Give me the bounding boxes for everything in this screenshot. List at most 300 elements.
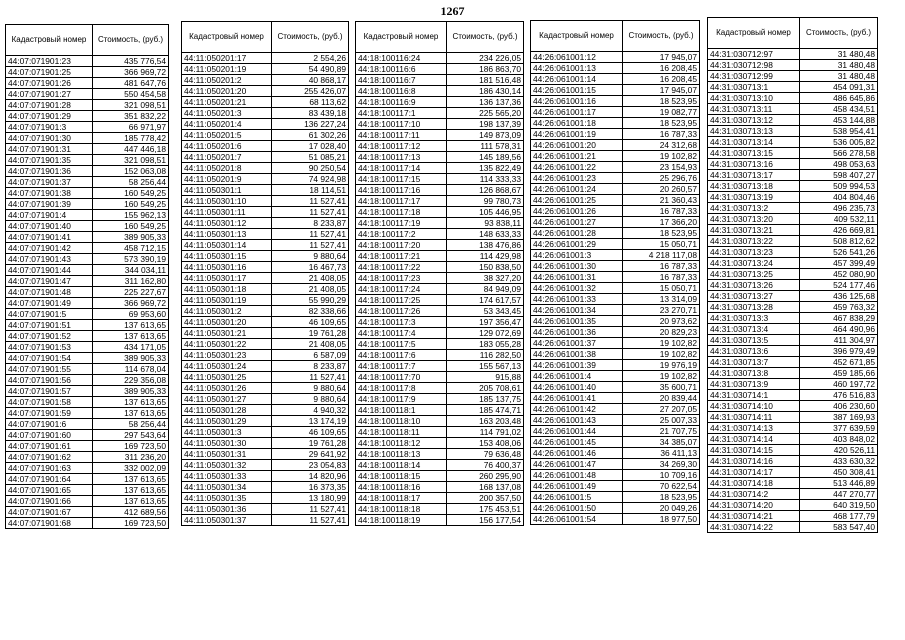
cadastral-number: 44:26:061001:38 bbox=[531, 349, 623, 360]
table-row bbox=[708, 500, 878, 511]
cadastral-number: 44:31:030714:15 bbox=[708, 445, 800, 456]
cadastral-number: 44:18:100117:70 bbox=[356, 372, 447, 383]
cadastral-number: 44:11:050301:21 bbox=[182, 328, 272, 339]
cadastral-number: 44:11:050301:19 bbox=[182, 295, 272, 306]
cost-value: 31 480,48 bbox=[800, 71, 878, 82]
table-continuation-cell bbox=[800, 533, 878, 538]
table-row bbox=[531, 74, 700, 85]
cadastral-number: 44:07:071901:62 bbox=[6, 452, 93, 463]
cost-value: 148 633,33 bbox=[447, 229, 524, 240]
cadastral-number: 44:26:061001:36 bbox=[531, 327, 623, 338]
cadastral-number: 44:07:071901:29 bbox=[6, 111, 93, 122]
cost-value: 46 109,65 bbox=[272, 427, 349, 438]
cadastral-number: 44:26:061001:25 bbox=[531, 195, 623, 206]
cadastral-number: 44:07:071901:36 bbox=[6, 166, 93, 177]
cost-value: 234 226,05 bbox=[447, 53, 524, 64]
cadastral-number: 44:07:071901:52 bbox=[6, 331, 93, 342]
table-row bbox=[356, 130, 524, 141]
cadastral-number: 44:18:100118:15 bbox=[356, 471, 447, 482]
cadastral-number: 44:26:061001:50 bbox=[531, 503, 623, 514]
cost-value: 25 007,33 bbox=[623, 415, 700, 426]
table-row bbox=[182, 361, 349, 372]
cost-value: 114 678,04 bbox=[93, 364, 169, 375]
header-cadastral-number: Кадастровый номер bbox=[182, 22, 272, 53]
table-row bbox=[708, 269, 878, 280]
table-row bbox=[708, 170, 878, 181]
table-row bbox=[356, 141, 524, 152]
table-row bbox=[356, 416, 524, 427]
cost-value: 137 613,65 bbox=[93, 474, 169, 485]
cost-value: 403 848,02 bbox=[800, 434, 878, 445]
cadastral-number: 44:07:071901:68 bbox=[6, 518, 93, 529]
table-row bbox=[6, 144, 169, 155]
table-row bbox=[6, 309, 169, 320]
cadastral-number: 44:31:030714:13 bbox=[708, 423, 800, 434]
cost-value: 185 474,71 bbox=[447, 405, 524, 416]
cost-value: 114 333,33 bbox=[447, 174, 524, 185]
table-row bbox=[6, 133, 169, 144]
table-row bbox=[6, 518, 169, 529]
table-row bbox=[182, 229, 349, 240]
table-continuation bbox=[708, 533, 878, 538]
cadastral-number: 44:26:061001:34 bbox=[531, 305, 623, 316]
table-row bbox=[182, 339, 349, 350]
table-row bbox=[531, 52, 700, 63]
cadastre-table-4 bbox=[530, 20, 700, 529]
cost-value: 160 549,25 bbox=[93, 221, 169, 232]
cadastral-number: 44:26:061001:32 bbox=[531, 283, 623, 294]
cadastral-number: 44:26:061001:46 bbox=[531, 448, 623, 459]
cadastral-number: 44:31:030713:18 bbox=[708, 181, 800, 192]
cadastral-number: 44:11:050301:10 bbox=[182, 196, 272, 207]
cost-value: 447 446,18 bbox=[93, 144, 169, 155]
cadastral-number: 44:31:030713:20 bbox=[708, 214, 800, 225]
table-row bbox=[708, 423, 878, 434]
cost-value: 11 527,41 bbox=[272, 515, 349, 526]
cost-value: 137 613,65 bbox=[93, 397, 169, 408]
cost-value: 160 549,25 bbox=[93, 199, 169, 210]
table-row bbox=[6, 210, 169, 221]
table-row bbox=[356, 339, 524, 350]
table-header-row bbox=[182, 22, 349, 53]
cadastral-number: 44:31:030714:21 bbox=[708, 511, 800, 522]
cost-value: 58 256,44 bbox=[93, 419, 169, 430]
cadastral-number: 44:11:050301:11 bbox=[182, 207, 272, 218]
cost-value: 19 102,82 bbox=[623, 371, 700, 382]
table-row bbox=[6, 56, 169, 67]
table-row bbox=[708, 467, 878, 478]
table-row bbox=[531, 470, 700, 481]
cadastral-number: 44:11:050201:19 bbox=[182, 64, 272, 75]
cadastral-number: 44:11:050301:17 bbox=[182, 273, 272, 284]
cost-value: 25 296,76 bbox=[623, 173, 700, 184]
table-row bbox=[182, 427, 349, 438]
cost-value: 229 356,08 bbox=[93, 375, 169, 386]
cost-value: 509 994,53 bbox=[800, 181, 878, 192]
table-row bbox=[531, 294, 700, 305]
table-row bbox=[708, 302, 878, 313]
cadastral-number: 44:31:030713:9 bbox=[708, 379, 800, 390]
header-cost: Стоимость, (руб.) bbox=[272, 22, 349, 53]
cost-value: 183 055,28 bbox=[447, 339, 524, 350]
cadastral-number: 44:18:100117:16 bbox=[356, 185, 447, 196]
cadastral-number: 44:26:061001:27 bbox=[531, 217, 623, 228]
cost-value: 137 613,65 bbox=[93, 320, 169, 331]
table-row bbox=[6, 100, 169, 111]
table-row bbox=[182, 108, 349, 119]
table-row bbox=[182, 504, 349, 515]
cadastral-number: 44:11:050301:15 bbox=[182, 251, 272, 262]
cadastre-table-2 bbox=[181, 21, 349, 530]
table-row bbox=[6, 243, 169, 254]
cadastral-number: 44:11:050301:14 bbox=[182, 240, 272, 251]
table-row bbox=[182, 207, 349, 218]
table-row bbox=[182, 317, 349, 328]
table-row bbox=[356, 449, 524, 460]
cost-value: 15 050,71 bbox=[623, 239, 700, 250]
cost-value: 68 113,62 bbox=[272, 97, 349, 108]
table-header-row bbox=[6, 25, 169, 56]
table-row bbox=[182, 130, 349, 141]
header-cadastral-number: Кадастровый номер bbox=[531, 21, 623, 52]
table-row bbox=[182, 262, 349, 273]
cost-value: 153 408,06 bbox=[447, 438, 524, 449]
table-row bbox=[182, 218, 349, 229]
table-row bbox=[356, 97, 524, 108]
table-row bbox=[708, 115, 878, 126]
cadastral-number: 44:07:071901:58 bbox=[6, 397, 93, 408]
cadastral-number: 44:31:030713:24 bbox=[708, 258, 800, 269]
cost-value: 458 712,15 bbox=[93, 243, 169, 254]
cadastral-number: 44:26:061001:14 bbox=[531, 74, 623, 85]
table-row bbox=[356, 152, 524, 163]
cost-value: 11 527,41 bbox=[272, 196, 349, 207]
table-row bbox=[531, 118, 700, 129]
table-row bbox=[531, 173, 700, 184]
cadastral-number: 44:07:071901:30 bbox=[6, 133, 93, 144]
table-row bbox=[182, 273, 349, 284]
cadastre-table-3 bbox=[355, 21, 524, 530]
cadastral-number: 44:07:071901:56 bbox=[6, 375, 93, 386]
cost-value: 426 669,81 bbox=[800, 225, 878, 236]
table-row bbox=[531, 327, 700, 338]
table-row bbox=[531, 426, 700, 437]
cadastral-number: 44:11:050201:8 bbox=[182, 163, 272, 174]
table-row bbox=[708, 181, 878, 192]
cost-value: 169 723,50 bbox=[93, 441, 169, 452]
cadastral-number: 44:11:050201:21 bbox=[182, 97, 272, 108]
table-row bbox=[708, 456, 878, 467]
table-row bbox=[531, 415, 700, 426]
cost-value: 53 343,45 bbox=[447, 306, 524, 317]
cost-value: 8 233,87 bbox=[272, 361, 349, 372]
cost-value: 82 338,66 bbox=[272, 306, 349, 317]
table-row bbox=[6, 177, 169, 188]
cost-value: 225 565,20 bbox=[447, 108, 524, 119]
cadastral-number: 44:11:050201:6 bbox=[182, 141, 272, 152]
table-row bbox=[6, 221, 169, 232]
cadastral-number: 44:31:030713:7 bbox=[708, 357, 800, 368]
table-row bbox=[531, 283, 700, 294]
cost-value: 137 613,65 bbox=[93, 496, 169, 507]
table-row bbox=[6, 331, 169, 342]
cost-value: 17 366,20 bbox=[623, 217, 700, 228]
table-row bbox=[708, 137, 878, 148]
cost-value: 476 516,83 bbox=[800, 390, 878, 401]
cadastral-number: 44:11:050201:7 bbox=[182, 152, 272, 163]
cost-value: 11 527,41 bbox=[272, 240, 349, 251]
cadastral-number: 44:18:100117:8 bbox=[356, 383, 447, 394]
cadastral-number: 44:26:061001:33 bbox=[531, 294, 623, 305]
table-row bbox=[6, 397, 169, 408]
cost-value: 20 829,23 bbox=[623, 327, 700, 338]
cadastral-number: 44:31:030714:18 bbox=[708, 478, 800, 489]
table-row bbox=[6, 232, 169, 243]
cadastral-number: 44:18:100117:4 bbox=[356, 328, 447, 339]
cost-value: 83 439,18 bbox=[272, 108, 349, 119]
cost-value: 70 622,54 bbox=[623, 481, 700, 492]
cadastral-number: 44:18:100118:11 bbox=[356, 427, 447, 438]
cost-value: 51 085,21 bbox=[272, 152, 349, 163]
table-row bbox=[708, 159, 878, 170]
cost-value: 481 647,76 bbox=[93, 78, 169, 89]
table-row bbox=[356, 229, 524, 240]
table-row bbox=[356, 240, 524, 251]
cadastral-number: 44:31:030714:22 bbox=[708, 522, 800, 533]
cost-value: 11 527,41 bbox=[272, 207, 349, 218]
table-row bbox=[708, 511, 878, 522]
table-row bbox=[708, 412, 878, 423]
cadastral-number: 44:31:030713:3 bbox=[708, 313, 800, 324]
table-row bbox=[6, 364, 169, 375]
table-row bbox=[708, 126, 878, 137]
cost-value: 185 137,75 bbox=[447, 394, 524, 405]
cadastral-number: 44:07:071901:49 bbox=[6, 298, 93, 309]
header-cadastral-number: Кадастровый номер bbox=[356, 22, 447, 53]
cadastral-number: 44:07:071901:60 bbox=[6, 430, 93, 441]
table-row bbox=[182, 185, 349, 196]
cadastral-number: 44:26:061001:12 bbox=[531, 52, 623, 63]
cadastral-number: 44:11:050301:2 bbox=[182, 306, 272, 317]
table-row bbox=[708, 434, 878, 445]
cost-value: 23 154,93 bbox=[623, 162, 700, 173]
table-row bbox=[6, 375, 169, 386]
table-continuation bbox=[182, 526, 349, 531]
cost-value: 450 308,41 bbox=[800, 467, 878, 478]
cadastral-number: 44:18:100116:7 bbox=[356, 75, 447, 86]
table-row bbox=[6, 276, 169, 287]
cadastral-number: 44:11:050301:29 bbox=[182, 416, 272, 427]
table-row bbox=[356, 471, 524, 482]
cost-value: 34 269,30 bbox=[623, 459, 700, 470]
cadastral-number: 44:26:061001:16 bbox=[531, 96, 623, 107]
cadastral-number: 44:18:100117:2 bbox=[356, 229, 447, 240]
cost-value: 225 227,67 bbox=[93, 287, 169, 298]
cost-value: 255 426,07 bbox=[272, 86, 349, 97]
table-row bbox=[6, 419, 169, 430]
table-row bbox=[6, 155, 169, 166]
cadastral-number: 44:07:071901:37 bbox=[6, 177, 93, 188]
cadastral-number: 44:11:050201:3 bbox=[182, 108, 272, 119]
cadastral-number: 44:26:061001:13 bbox=[531, 63, 623, 74]
cost-value: 16 787,33 bbox=[623, 272, 700, 283]
cadastral-number: 44:07:071901:57 bbox=[6, 386, 93, 397]
cadastral-number: 44:26:061001:20 bbox=[531, 140, 623, 151]
table-row bbox=[6, 353, 169, 364]
cost-value: 513 446,89 bbox=[800, 478, 878, 489]
cost-value: 464 490,96 bbox=[800, 324, 878, 335]
table-row bbox=[6, 386, 169, 397]
cadastre-table-1 bbox=[5, 24, 169, 533]
cost-value: 16 787,33 bbox=[623, 206, 700, 217]
cadastral-number: 44:31:030714:20 bbox=[708, 500, 800, 511]
table-row bbox=[356, 328, 524, 339]
cost-value: 9 880,64 bbox=[272, 251, 349, 262]
cadastral-number: 44:18:100116:24 bbox=[356, 53, 447, 64]
table-continuation-cell bbox=[531, 525, 623, 530]
cadastral-number: 44:18:100117:13 bbox=[356, 152, 447, 163]
cost-value: 18 523,95 bbox=[623, 118, 700, 129]
cadastral-number: 44:26:061001:18 bbox=[531, 118, 623, 129]
cost-value: 155 962,13 bbox=[93, 210, 169, 221]
cadastral-number: 44:07:071901:3 bbox=[6, 122, 93, 133]
cost-value: 538 954,41 bbox=[800, 126, 878, 137]
cadastral-number: 44:18:100117:5 bbox=[356, 339, 447, 350]
table-row bbox=[708, 368, 878, 379]
cost-value: 536 005,82 bbox=[800, 137, 878, 148]
table-row bbox=[6, 474, 169, 485]
table-row bbox=[182, 284, 349, 295]
cadastral-number: 44:11:050301:26 bbox=[182, 383, 272, 394]
cost-value: 321 098,51 bbox=[93, 155, 169, 166]
cost-value: 34 385,07 bbox=[623, 437, 700, 448]
cost-value: 40 868,17 bbox=[272, 75, 349, 86]
cadastral-number: 44:11:050301:22 bbox=[182, 339, 272, 350]
table-row bbox=[6, 199, 169, 210]
cadastral-number: 44:07:071901:35 bbox=[6, 155, 93, 166]
cadastral-number: 44:07:071901:5 bbox=[6, 309, 93, 320]
cadastral-number: 44:26:061001:24 bbox=[531, 184, 623, 195]
table-row bbox=[531, 228, 700, 239]
cost-value: 4 940,32 bbox=[272, 405, 349, 416]
table-row bbox=[531, 360, 700, 371]
cost-value: 17 945,07 bbox=[623, 85, 700, 96]
cadastral-number: 44:31:030713:27 bbox=[708, 291, 800, 302]
table-row bbox=[356, 361, 524, 372]
table-row bbox=[531, 481, 700, 492]
cadastral-number: 44:26:061001:30 bbox=[531, 261, 623, 272]
table-row bbox=[531, 63, 700, 74]
cadastral-number: 44:07:071901:44 bbox=[6, 265, 93, 276]
cost-value: 524 177,46 bbox=[800, 280, 878, 291]
table-row bbox=[6, 287, 169, 298]
cadastral-number: 44:11:050301:31 bbox=[182, 449, 272, 460]
cost-value: 598 407,27 bbox=[800, 170, 878, 181]
cost-value: 573 390,19 bbox=[93, 254, 169, 265]
table-row bbox=[708, 60, 878, 71]
table-row bbox=[6, 254, 169, 265]
cadastral-number: 44:31:030713:11 bbox=[708, 104, 800, 115]
cost-value: 15 050,71 bbox=[623, 283, 700, 294]
cadastral-number: 44:07:071901:67 bbox=[6, 507, 93, 518]
cadastral-number: 44:31:030712:97 bbox=[708, 49, 800, 60]
table-row bbox=[356, 207, 524, 218]
table-row bbox=[182, 460, 349, 471]
cadastral-number: 44:18:100117:1 bbox=[356, 108, 447, 119]
cadastral-number: 44:31:030713:6 bbox=[708, 346, 800, 357]
table-row bbox=[708, 225, 878, 236]
cost-value: 420 526,11 bbox=[800, 445, 878, 456]
cost-value: 16 787,33 bbox=[623, 129, 700, 140]
cadastral-number: 44:11:050301:32 bbox=[182, 460, 272, 471]
cadastral-number: 44:18:100118:14 bbox=[356, 460, 447, 471]
cost-value: 396 979,49 bbox=[800, 346, 878, 357]
cost-value: 58 256,44 bbox=[93, 177, 169, 188]
table-row bbox=[6, 463, 169, 474]
cost-value: 198 137,39 bbox=[447, 119, 524, 130]
cadastral-number: 44:07:071901:48 bbox=[6, 287, 93, 298]
table-row bbox=[356, 262, 524, 273]
cadastral-number: 44:18:100118:19 bbox=[356, 515, 447, 526]
cadastral-number: 44:31:030713:15 bbox=[708, 148, 800, 159]
table-continuation bbox=[6, 529, 169, 534]
table-header-row bbox=[531, 21, 700, 52]
cost-value: 434 171,05 bbox=[93, 342, 169, 353]
cadastral-number: 44:11:050301:30 bbox=[182, 438, 272, 449]
cadastral-number: 44:26:061001:45 bbox=[531, 437, 623, 448]
cost-value: 11 527,41 bbox=[272, 229, 349, 240]
table-row bbox=[708, 258, 878, 269]
cost-value: 16 787,33 bbox=[623, 261, 700, 272]
cost-value: 260 295,90 bbox=[447, 471, 524, 482]
table-row bbox=[356, 350, 524, 361]
cadastral-number: 44:11:050301:27 bbox=[182, 394, 272, 405]
table-row bbox=[356, 218, 524, 229]
table-row bbox=[356, 317, 524, 328]
cadastral-number: 44:18:100117:19 bbox=[356, 218, 447, 229]
table-row bbox=[708, 489, 878, 500]
cadastral-number: 44:31:030713:8 bbox=[708, 368, 800, 379]
cadastral-number: 44:26:061001:5 bbox=[531, 492, 623, 503]
cost-value: 54 490,89 bbox=[272, 64, 349, 75]
cadastral-number: 44:07:071901:65 bbox=[6, 485, 93, 496]
cadastral-number: 44:31:030714:16 bbox=[708, 456, 800, 467]
table-row bbox=[356, 460, 524, 471]
table-row bbox=[6, 67, 169, 78]
cost-value: 460 197,72 bbox=[800, 379, 878, 390]
cost-value: 156 177,54 bbox=[447, 515, 524, 526]
page-number: 1267 bbox=[440, 4, 465, 18]
cost-value: 155 567,13 bbox=[447, 361, 524, 372]
cadastral-number: 44:18:100117:26 bbox=[356, 306, 447, 317]
cost-value: 13 314,09 bbox=[623, 294, 700, 305]
cost-value: 150 838,50 bbox=[447, 262, 524, 273]
cadastral-number: 44:07:071901:25 bbox=[6, 67, 93, 78]
cadastral-number: 44:31:030713:23 bbox=[708, 247, 800, 258]
cadastral-number: 44:26:061001:3 bbox=[531, 250, 623, 261]
cost-value: 76 400,37 bbox=[447, 460, 524, 471]
cost-value: 169 723,50 bbox=[93, 518, 169, 529]
cost-value: 566 278,58 bbox=[800, 148, 878, 159]
table-row bbox=[182, 449, 349, 460]
cost-value: 409 532,11 bbox=[800, 214, 878, 225]
cadastral-number: 44:07:071901:28 bbox=[6, 100, 93, 111]
cadastral-number: 44:11:050301:20 bbox=[182, 317, 272, 328]
cadastral-number: 44:18:100117:7 bbox=[356, 361, 447, 372]
cost-value: 27 207,05 bbox=[623, 404, 700, 415]
table-continuation bbox=[356, 526, 524, 531]
table-row bbox=[182, 174, 349, 185]
